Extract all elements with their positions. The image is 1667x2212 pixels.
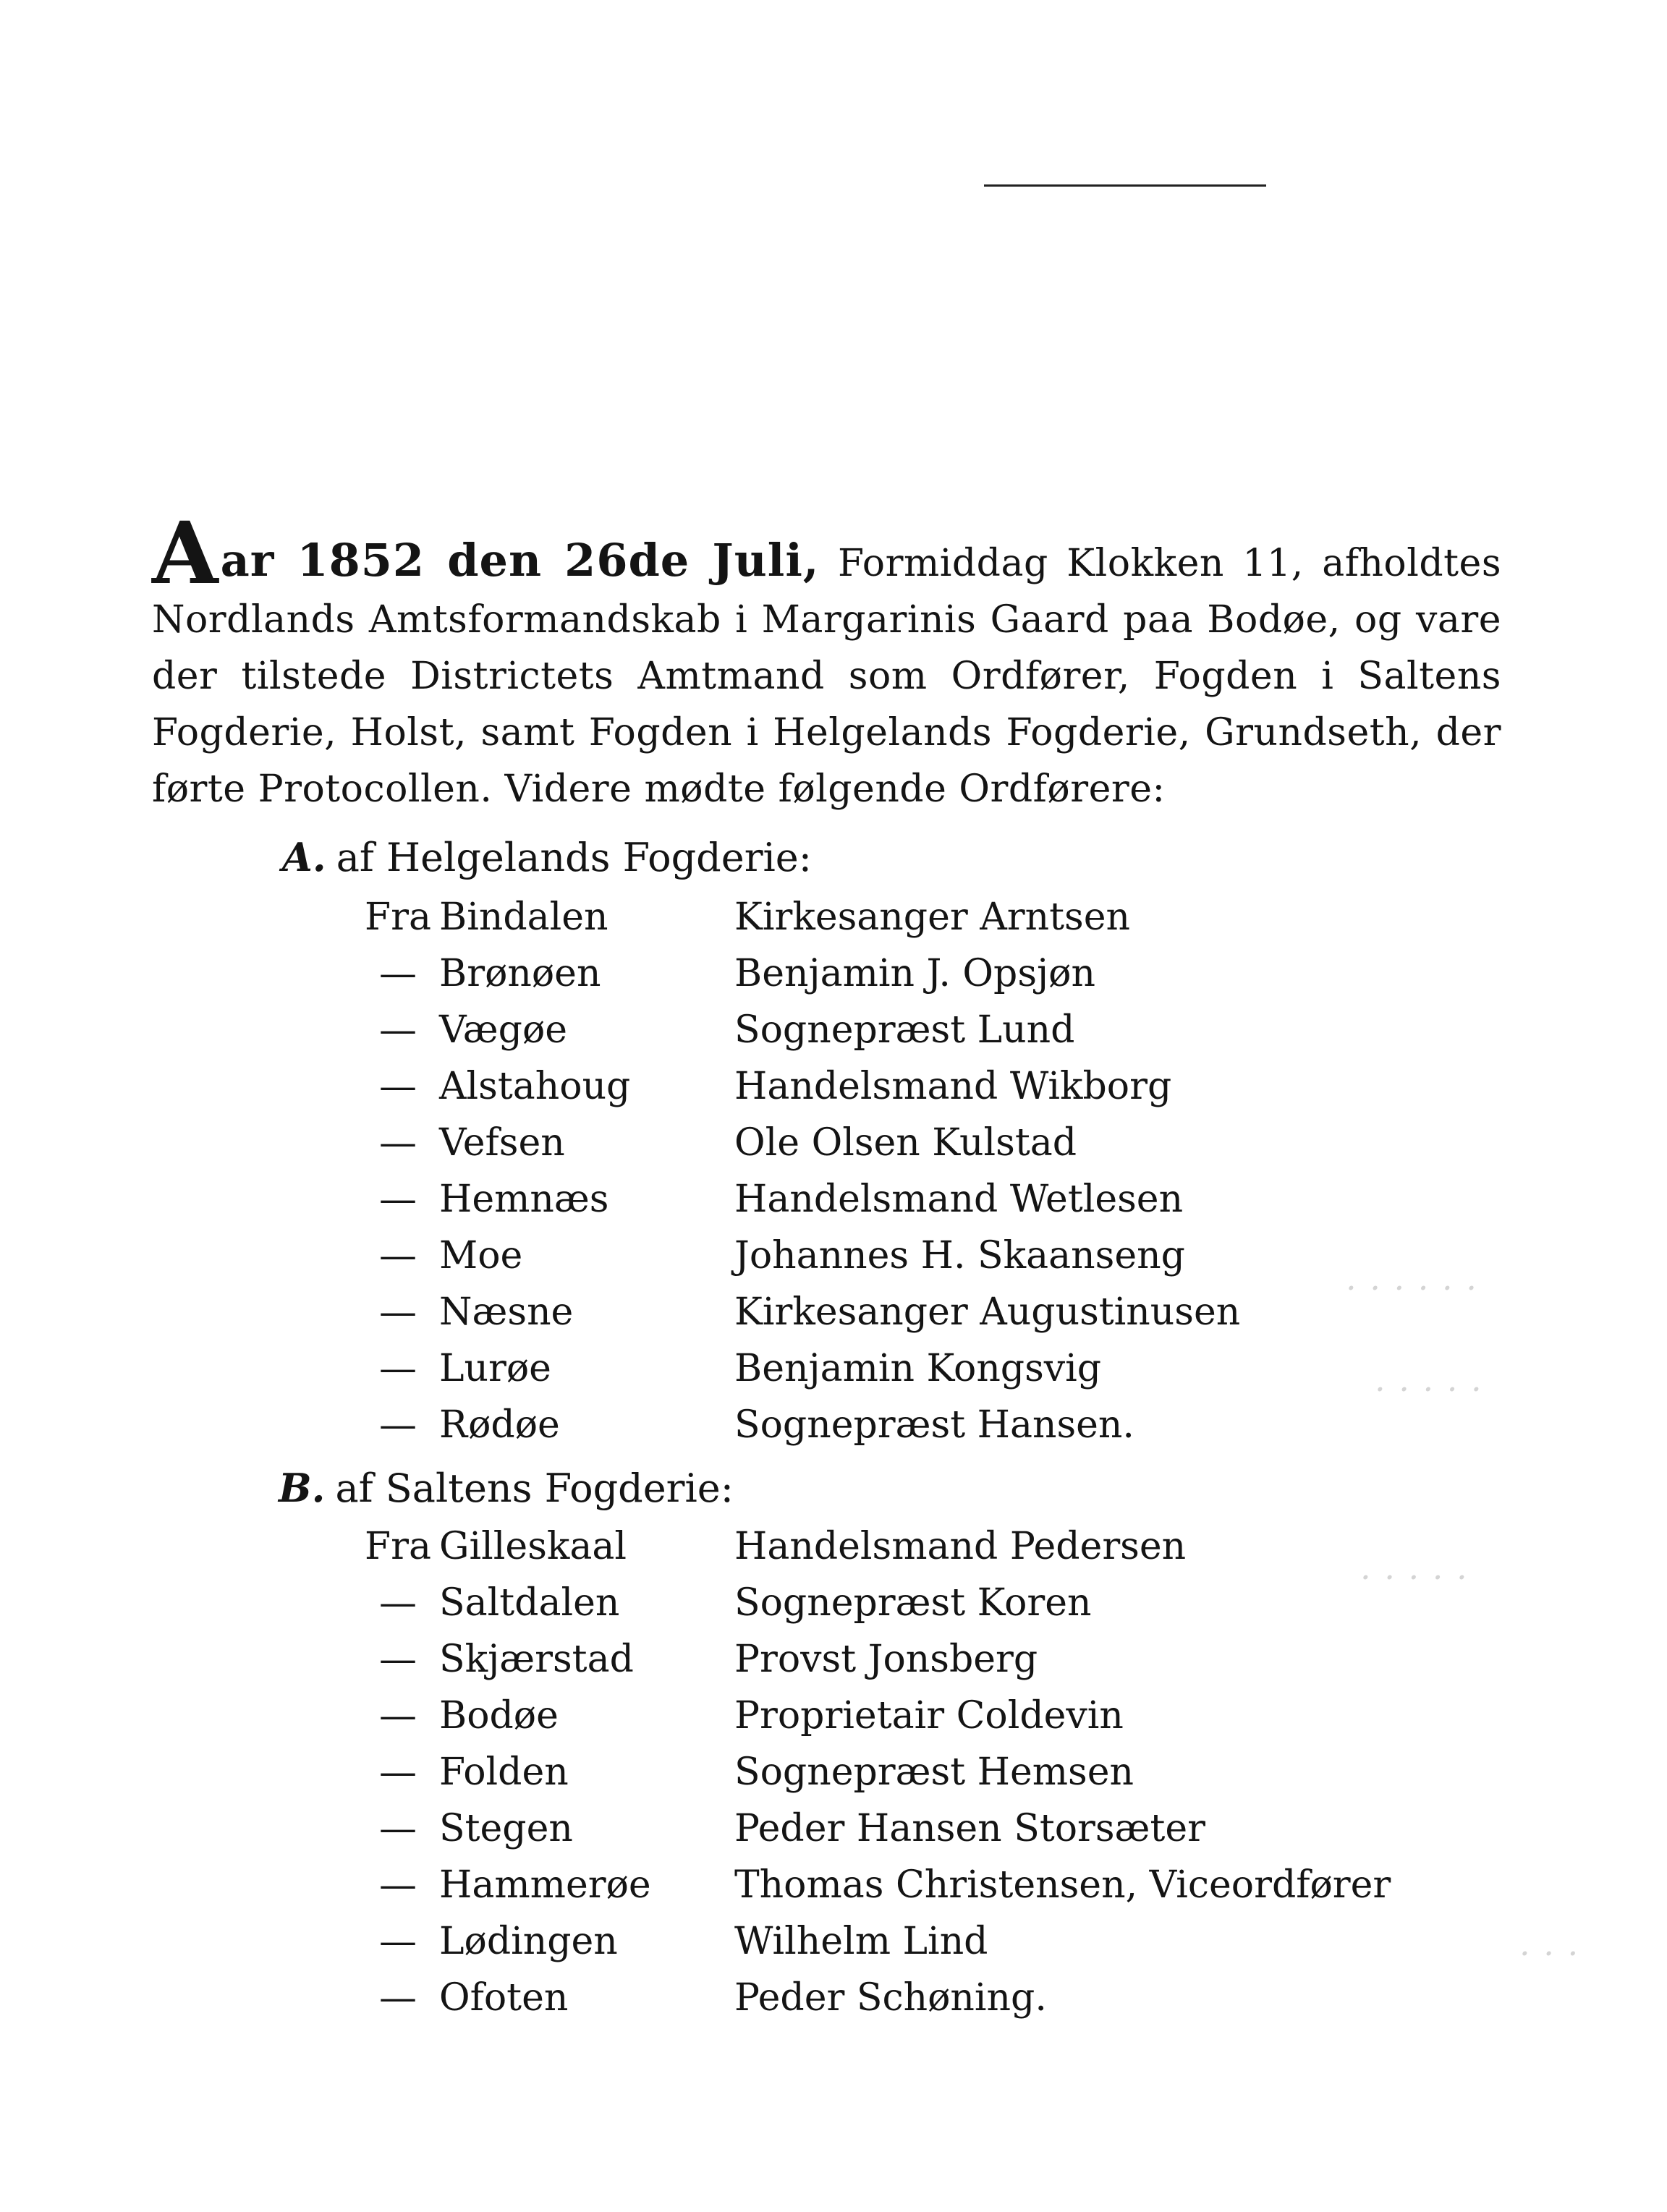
- entry-place: Saltdalen: [439, 1581, 620, 1625]
- entry-prefix: —: [379, 1290, 417, 1334]
- entry-person: Handelsmand Wikborg: [734, 1065, 1172, 1108]
- entry-person: Peder Hansen Storsæter: [734, 1807, 1205, 1850]
- entry-prefix: —: [379, 1178, 417, 1221]
- entry-place: Moe: [439, 1234, 523, 1277]
- entry-place: Vægøe: [439, 1008, 568, 1052]
- drop-initial: A: [152, 503, 219, 603]
- entry-place: Hammerøe: [439, 1863, 651, 1907]
- entry-person: Handelsmand Wetlesen: [734, 1178, 1184, 1221]
- entry-place: Rødøe: [439, 1403, 560, 1447]
- entry-prefix: —: [379, 1976, 417, 2020]
- entry-place: Bodøe: [439, 1694, 559, 1737]
- entry-person: Wilhelm Lind: [734, 1920, 988, 1963]
- entry-prefix: —: [379, 1694, 417, 1737]
- section-b-title: af Saltens Fogderie:: [335, 1466, 734, 1511]
- entry-prefix: —: [379, 1751, 417, 1794]
- entry-place: Lurøe: [439, 1347, 551, 1390]
- entry-place: Folden: [439, 1751, 569, 1794]
- entry-prefix: Fra: [365, 896, 431, 939]
- entry-prefix: —: [379, 1863, 417, 1907]
- entry-prefix: Fra: [365, 1525, 431, 1568]
- section-a-title: af Helgelands Fogderie:: [336, 835, 812, 880]
- entry-prefix: —: [379, 1581, 417, 1625]
- bleed-through-mark: . . . . .: [1360, 1548, 1469, 1587]
- entry-prefix: —: [379, 1008, 417, 1052]
- bleed-through-mark: . . . . . .: [1346, 1259, 1478, 1298]
- entry-person: Sognepræst Hansen.: [734, 1403, 1134, 1447]
- entry-place: Ofoten: [439, 1976, 569, 2020]
- entry-person: Handelsmand Pedersen: [734, 1525, 1187, 1568]
- entry-place: Gilleskaal: [439, 1525, 627, 1568]
- entry-prefix: —: [379, 1920, 417, 1963]
- entry-person: Thomas Christensen, Viceordfører: [734, 1863, 1391, 1907]
- entry-prefix: —: [379, 1807, 417, 1850]
- entry-person: Sognepræst Koren: [734, 1581, 1092, 1625]
- entry-place: Bindalen: [439, 896, 608, 939]
- entry-person: Kirkesanger Augustinusen: [734, 1290, 1241, 1334]
- entry-person: Johannes H. Skaanseng: [734, 1234, 1185, 1277]
- entry-place: Næsne: [439, 1290, 574, 1334]
- entry-place: Stegen: [439, 1807, 573, 1850]
- entry-prefix: —: [379, 1121, 417, 1165]
- entry-place: Lødingen: [439, 1920, 618, 1963]
- entry-person: Benjamin Kongsvig: [734, 1347, 1102, 1390]
- entry-prefix: —: [379, 952, 417, 995]
- entry-place: Hemnæs: [439, 1178, 609, 1221]
- entry-prefix: —: [379, 1638, 417, 1681]
- intro-body: Formiddag Klokken 11, afholdtes Nordlands Amtsformandskab i Margarinis Gaard paa Bodøe, og vare der tilstede Districtets Amtmand som Ordfører, Fogden i Saltens Fogderie, Holst, samt Fogden i Helgelands Fogderie, Grundseth, der førte Protocollen. Videre mødte følgende Ordførere:: [152, 542, 1502, 811]
- entry-place: Skjærstad: [439, 1638, 634, 1681]
- entry-person: Benjamin J. Opsjøn: [734, 952, 1095, 995]
- entry-prefix: —: [379, 1403, 417, 1447]
- entry-person: Proprietair Coldevin: [734, 1694, 1124, 1737]
- entry-person: Sognepræst Hemsen: [734, 1751, 1134, 1794]
- section-a-letter: A.: [282, 834, 326, 880]
- entry-place: Brønøen: [439, 952, 601, 995]
- entry-place: Alstahoug: [439, 1065, 631, 1108]
- entry-place: Vefsen: [439, 1121, 565, 1165]
- bleed-through-mark: . . . . .: [1375, 1360, 1483, 1399]
- entry-prefix: —: [379, 1347, 417, 1390]
- entry-person: Sognepræst Lund: [734, 1008, 1075, 1052]
- entry-prefix: —: [379, 1065, 417, 1108]
- bleed-through-mark: . . .: [1519, 1924, 1580, 1963]
- entry-person: Peder Schøning.: [734, 1976, 1047, 2020]
- section-b-letter: B.: [279, 1465, 326, 1511]
- entry-person: Ole Olsen Kulstad: [734, 1121, 1077, 1165]
- intro-lead-text: ar 1852 den 26de Juli,: [220, 534, 820, 587]
- entry-person: Provst Jonsberg: [734, 1638, 1038, 1681]
- entry-prefix: —: [379, 1234, 417, 1277]
- entry-person: Kirkesanger Arntsen: [734, 896, 1130, 939]
